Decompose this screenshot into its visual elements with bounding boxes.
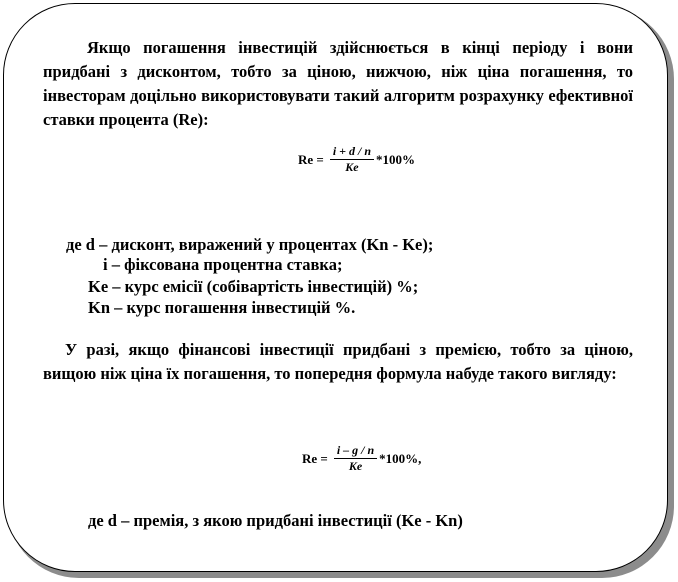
- definition-kn: Kn – курс погашення інвестицій %.: [88, 298, 356, 317]
- definition-d: де d – дисконт, виражений у процентах (Kn - Ke);: [66, 235, 434, 254]
- intro-paragraph-text: Якщо погашення інвестицій здійснюється в кінці періоду і вони придбані з дисконтом, тобто за ціною, нижчою, ніж ціна погашення, то інвесторам доцільно використовувати такий алгоритм розрахунку ефективної ставки процента (Re):: [43, 38, 633, 129]
- definition-ke: Ke – курс емісії (собівартість інвестицій) %;: [88, 277, 419, 296]
- definition-premium: де d – премія, з якою придбані інвестиції (Ke - Kn): [88, 511, 463, 530]
- formula-premium-lhs: Re =: [302, 450, 328, 466]
- formula-premium-rhs: *100%,: [379, 450, 422, 466]
- formula-discount-denominator: Ke: [345, 160, 359, 174]
- intro-paragraph: [43, 36, 633, 132]
- premium-paragraph: [43, 338, 633, 386]
- formula-discount-numerator: i + d / n: [332, 144, 372, 158]
- formula-premium: [302, 443, 421, 474]
- formula-discount-rhs: *100%: [376, 151, 416, 167]
- formula-premium-numerator: i – g / n: [336, 443, 375, 457]
- formula-discount-fraction: [330, 144, 374, 175]
- premium-paragraph-text: У разі, якщо фінансові інвестиції придбані з премією, тобто за ціною, вищою ніж ціна їх погашення, то попередня формула набуде такого вигляду:: [43, 340, 633, 383]
- definition-i: i – фіксована процентна ставка;: [103, 255, 343, 274]
- formula-discount-lhs: Re =: [298, 151, 324, 167]
- formula-premium-fraction: [334, 443, 377, 474]
- formula-premium-denominator: Ke: [348, 459, 363, 473]
- formula-discount: [298, 144, 415, 175]
